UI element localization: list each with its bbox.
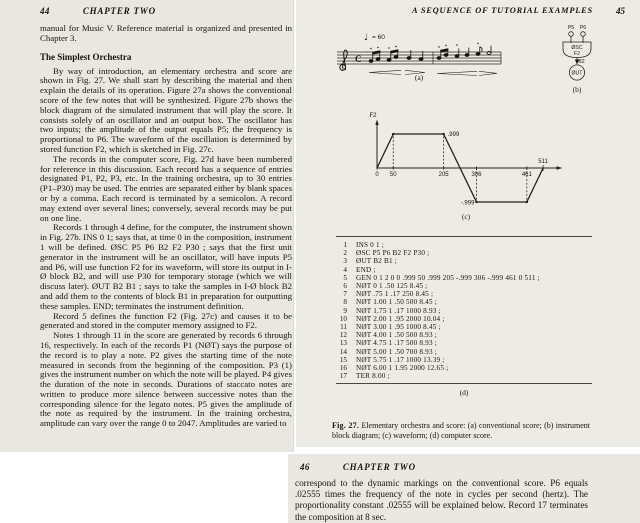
record-code: NØT 6.00 1 1.95 2000 12.65 ; (356, 364, 449, 373)
record-number: 15 (339, 355, 347, 364)
record-code: NØT 4.75 1 .17 500 8.93 ; (356, 339, 437, 348)
record-number: 8 (343, 298, 347, 307)
oscillator-function-label: F2 (573, 51, 581, 57)
figure-caption-lead: Fig. 27. (332, 421, 360, 430)
record-code: NØT 4.00 1 .50 500 8.93 ; (356, 331, 437, 340)
record-code: ØUT B2 B1 ; (356, 257, 398, 266)
instrument-block-diagram (554, 21, 618, 99)
output-label: ØUT (571, 70, 583, 77)
record-code: NØT 3.00 1 .95 1000 8.45 ; (356, 323, 441, 332)
record-code: NØT .75 1 .17 250 8.45 ; (356, 290, 434, 299)
paragraph: manual for Music V. Reference material is organized and presented in Chapter 3. (40, 23, 292, 43)
record-number: 12 (339, 331, 347, 340)
chapter-title: CHAPTER TWO (342, 462, 416, 472)
record-number: 17 (339, 372, 347, 381)
score-record (336, 282, 592, 290)
computer-score-listing (336, 236, 592, 397)
record-number: 7 (343, 290, 347, 299)
page-44-text-column (40, 24, 292, 429)
oscillator-label: ØSC (571, 45, 583, 51)
record-code: NØT 1.75 1 .17 1000 8.93 ; (356, 306, 441, 315)
record-code: NØT 5.00 1 .50 700 8.93 ; (356, 347, 437, 356)
score-record (336, 290, 592, 298)
record-number: 11 (340, 323, 347, 332)
bus-b2-label: B2 (578, 59, 585, 65)
score-record (336, 249, 592, 257)
paragraph: The records in the computer score, Fig. 27d have been numbered for reference in this discussion. Each record has a sequence of entries designated P1, P2, P3, etc. In the training orchestra, up to 30 entries (P1–P30) may be used. The entries are separated either by blank spaces or by a comma. Each record is terminated by a semicolon. A record may extend over several lines; conversely, several records may be put on one line. (40, 153, 292, 223)
record-number: 3 (343, 257, 347, 266)
x-tick-label: 205 (438, 172, 449, 178)
record-number: 9 (343, 306, 347, 315)
record-code: TER 8.00 ; (356, 372, 390, 381)
input-terminal (569, 32, 574, 37)
record-code: GEN 0 1 2 0 0 .999 50 .999 205 -.999 306 -.999 461 0 511 ; (356, 273, 540, 282)
record-number: 6 (343, 282, 347, 291)
record-code: NØT 2.00 1 .95 2000 10.04 ; (356, 314, 445, 323)
page-number: 44 (40, 6, 50, 16)
negative-peak-label: -.999 (460, 200, 475, 207)
paragraph: Record 5 defines the function F2 (Fig. 27c) and causes it to be generated and stored in the computer memory assigned to F2. (40, 310, 292, 331)
section-heading: The Simplest Orchestra (40, 51, 132, 62)
record-number: 4 (343, 265, 347, 274)
record-number: 2 (343, 249, 347, 258)
figure-label-a: (a) (414, 73, 424, 82)
page-number: 46 (300, 462, 310, 472)
record-code: NØT 5.75 1 .17 1000 13.39 ; (356, 355, 445, 364)
figure-label-b: (b) (572, 85, 582, 94)
x-tick-label: 306 (471, 172, 482, 178)
tempo-marking: = 60 (372, 34, 385, 41)
record-code: NØT 1.00 1 .50 500 8.45 ; (356, 298, 437, 307)
score-record (336, 241, 592, 249)
record-code: NØT 0 1 .50 125 8.45 ; (356, 282, 428, 291)
y-axis-label: F2 (369, 113, 377, 119)
input-terminal (581, 32, 586, 37)
figure-label-c: (c) (461, 212, 471, 221)
page-45 (296, 0, 640, 447)
score-record (336, 339, 592, 347)
score-record (336, 356, 592, 364)
score-record (336, 331, 592, 339)
record-code: ØSC P5 P6 B2 F2 P30 ; (356, 249, 430, 258)
musical-score-graphic (331, 27, 531, 85)
treble-clef-icon (340, 50, 347, 70)
score-record (336, 372, 592, 380)
x-tick-label: 0 (375, 172, 379, 178)
paragraph: By way of introduction, an elementary orchestra and score are shown in Fig. 27. We shall start by describing the material and then explain the details of its operation. Figure 27a shows the conventional score of the few notes that will be synthesized. Figure 27b shows the block diagram of the simulated instrument that will play the score. It consists solely of an oscillator and an output box. The oscillator has two inputs; the amplitude of the output equals P5; the frequency is proportional to P6. The waveform of the oscillation is determined by stored function F2, which is sketched in Fig. 27c. (40, 65, 292, 154)
record-number: 14 (339, 347, 347, 356)
score-record (336, 315, 592, 323)
breakpoint-dot (392, 133, 394, 135)
page-46 (288, 454, 640, 523)
computer-score-listing-rows (336, 237, 592, 383)
score-record (336, 266, 592, 274)
score-record (336, 348, 592, 356)
score-record (336, 257, 592, 265)
record-number: 5 (343, 273, 347, 282)
record-number: 16 (339, 364, 347, 373)
page-number: 45 (616, 6, 625, 16)
arrow-right-icon (557, 166, 563, 169)
record-number: 10 (339, 314, 347, 323)
time-signature: C (355, 54, 362, 64)
rule-bottom (336, 383, 592, 384)
figure-caption-text: Elementary orchestra and score: (a) conventional score; (b) instrument block diagram; (c) waveform; (d) computer score. (332, 421, 590, 440)
positive-peak-label: .999 (447, 132, 460, 139)
score-record (336, 274, 592, 282)
breakpoint-dot (475, 201, 477, 203)
waveform-plot (356, 107, 574, 225)
page-44-running-head (40, 6, 156, 16)
page-44 (0, 0, 294, 452)
input-p6-label: P6 (579, 25, 587, 31)
breakpoint-dot (526, 201, 528, 203)
page-45-running-head: A SEQUENCE OF TUTORIAL EXAMPLES (412, 6, 594, 15)
chapter-title: CHAPTER TWO (82, 6, 156, 16)
record-number: 13 (339, 339, 347, 348)
score-record (336, 307, 592, 315)
paragraph: Notes 1 through 11 in the score are generated by records 6 through 16, respectively. In each of the records P1 (NØT) says the purpose of the record is to play a note. P2 gives the starting time of the note measured in seconds from the beginning of the composition. P3 (1) gives the instrument number on which the note will be played. P4 gives the duration of the note in seconds. Durations of staccato notes are written to produce more silence between successive notes than the corresponding silence for the legato notes. P5 gives the amplitude of the note as required by the instrument. In the training orchestra, amplitude can vary over the range 0 to 2047. Amplitudes are varied to (40, 330, 292, 429)
notes (369, 43, 491, 63)
page-46-text-column (295, 478, 588, 523)
paragraph: correspond to the dynamic markings on the conventional score. P6 equals .02555 times the frequency of the note in cycles per second (hertz). The proportionality constant .02555 will be explained below. Record 17 terminates the composition at 8 sec. (295, 478, 588, 522)
page-46-running-head (300, 462, 416, 472)
figure-label-d: (d) (459, 388, 469, 398)
paragraph: Records 1 through 4 define, for the computer, the instrument shown in Fig. 27b. INS 0 1; says that, at time 0 in the composition, instrument 1 will be defined. ØSC P5 P6 B2 F2 P30 ; says that the first unit generator in the instrument will be an oscillator, will have inputs P5 and P6, will use function F2 for its waveform, will store its output in I-Ø block B2, and will use P30 for temporary storage (which we will discuss later). ØUT B2 B1 ; says to take the samples in I-Ø block B2 and add them to the contents of block B1 in preparation for outputting these samples. END; terminates the instrument definition. (40, 222, 292, 311)
x-tick-label: 50 (389, 172, 397, 178)
arrow-up-icon (375, 120, 378, 126)
x-end-label: 511 (538, 159, 548, 165)
record-code: INS 0 1 ; (356, 241, 384, 249)
score-record (336, 298, 592, 306)
axes (375, 120, 562, 170)
hairpin-dynamics (369, 70, 497, 75)
score-record (336, 364, 592, 372)
score-record (336, 323, 592, 331)
figure-caption (332, 421, 590, 441)
record-code: END ; (356, 265, 376, 274)
record-number: 1 (343, 241, 347, 249)
quarter-note-icon: ♩ (364, 33, 369, 43)
x-tick-label: 461 (521, 172, 532, 178)
breakpoint-dot (442, 133, 444, 135)
input-p5-label: P5 (567, 25, 575, 31)
